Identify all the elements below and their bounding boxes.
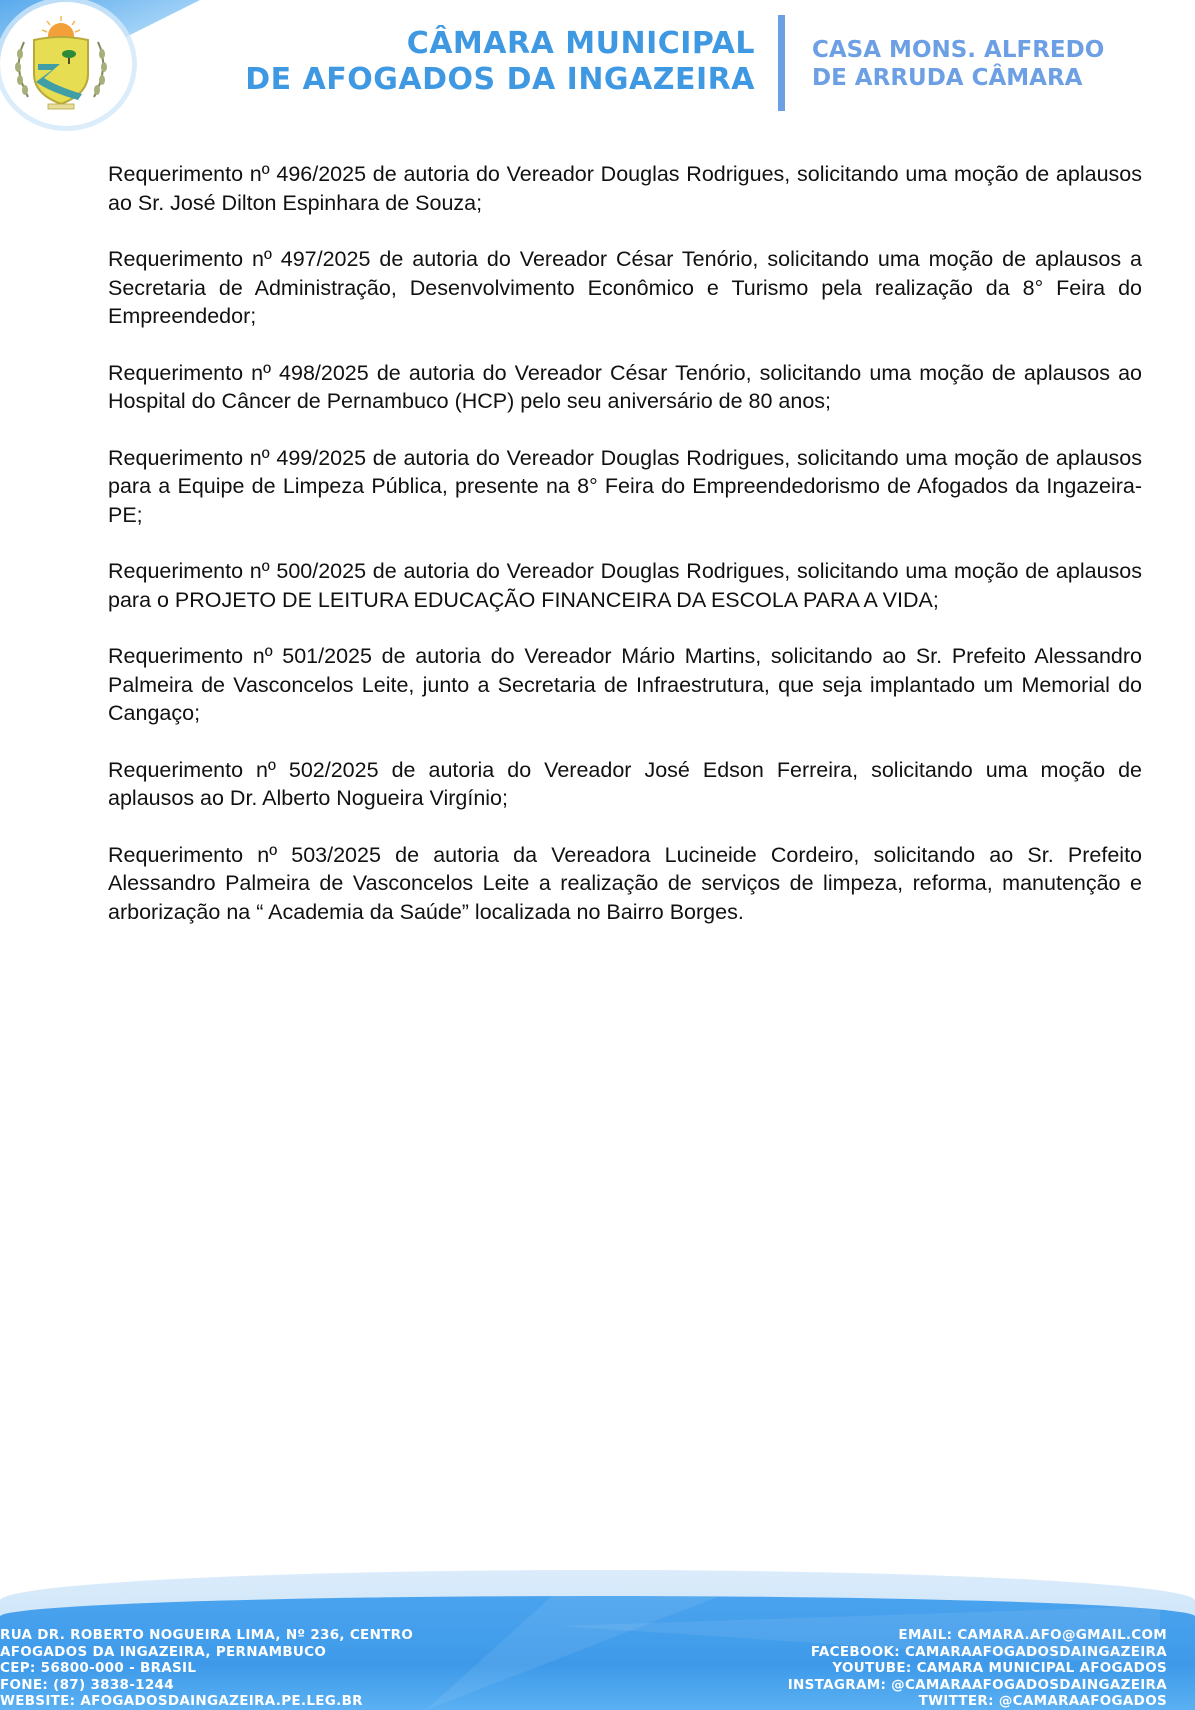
- requerimento-502: Requerimento nº 502/2025 de autoria do Vereador José Edson Ferreira, solicitando uma moção de aplausos ao Dr. Alberto Nogueira Virgínio;: [108, 757, 1142, 810]
- house-name-line2: DE ARRUDA CÂMARA: [812, 65, 1083, 91]
- footer-cep: CEP: 56800-000 - BRASIL: [0, 1660, 197, 1676]
- requerimento-498: Requerimento nº 498/2025 de autoria do Vereador César Tenório, solicitando uma moção de aplausos ao Hospital do Câncer de Pernambuco (HCP) pelo seu aniversário de 80 anos;: [108, 360, 1142, 413]
- requerimento-501: Requerimento nº 501/2025 de autoria do Vereador Mário Martins, solicitando ao Sr. Prefeito Alessandro Palmeira de Vasconcelos Leite, junto a Secretaria de Infraestrutura, que seja implantado um Memorial do Cangaço;: [108, 644, 1142, 725]
- footer-instagram: INSTAGRAM: @CAMARAAFOGADOSDAINGAZEIRA: [787, 1676, 1167, 1693]
- footer-email: EMAIL: CAMARA.AFO@GMAIL.COM: [898, 1627, 1167, 1643]
- footer-phone: FONE: (87) 3838-1244: [0, 1676, 174, 1693]
- footer-city: AFOGADOS DA INGAZEIRA, PERNAMBUCO: [0, 1643, 327, 1660]
- requerimento-500: Requerimento nº 500/2025 de autoria do Vereador Douglas Rodrigues, solicitando uma moção de aplausos para o PROJETO DE LEITURA EDUCAÇÃO FINANCEIRA DA ESCOLA PARA A VIDA;: [108, 559, 1142, 612]
- footer-twitter: TWITTER: @CAMARAAFOGADOS: [918, 1693, 1167, 1709]
- chamber-title-line1: CÂMARA MUNICIPAL: [406, 26, 755, 61]
- document-body: [108, 160, 1142, 954]
- requerimento-496: Requerimento nº 496/2025 de autoria do Vereador Douglas Rodrigues, solicitando uma moção de aplausos ao Sr. José Dilton Espinhara de Souza;: [108, 162, 1142, 215]
- logo-badge: [0, 2, 132, 126]
- requerimento-497: Requerimento nº 497/2025 de autoria do Vereador César Tenório, solicitando uma moção de aplausos a Secretaria de Administração, Desenvolvimento Econômico e Turismo pela realização da 8° Feira do Empreendedor;: [108, 247, 1142, 328]
- municipal-crest-icon: [6, 12, 116, 112]
- footer-address: [0, 1627, 413, 1710]
- footer-facebook: FACEBOOK: CAMARAAFOGADOSDAINGAZEIRA: [810, 1643, 1167, 1660]
- footer-website: WEBSITE: AFOGADOSDAINGAZEIRA.PE.LEG.BR: [0, 1693, 363, 1709]
- header-divider: [778, 15, 785, 111]
- chamber-title: [160, 26, 755, 98]
- house-name-line1: CASA MONS. ALFREDO: [812, 37, 1105, 63]
- house-name: [812, 36, 1104, 92]
- letterhead-footer: [0, 1560, 1195, 1710]
- requerimento-503: Requerimento nº 503/2025 de autoria da Vereadora Lucineide Cordeiro, solicitando ao Sr. Prefeito Alessandro Palmeira de Vasconcelos Leite a realização de serviços de limpeza, reforma, manutenção e arborização na “ Academia da Saúde” localizada no Bairro Borges.: [108, 842, 1142, 924]
- chamber-title-line2: DE AFOGADOS DA INGAZEIRA: [245, 62, 755, 97]
- footer-youtube: YOUTUBE: CAMARA MUNICIPAL AFOGADOS: [832, 1660, 1167, 1676]
- letterhead-header: [0, 0, 1195, 130]
- footer-contacts: [788, 1627, 1167, 1710]
- footer-street: RUA DR. ROBERTO NOGUEIRA LIMA, Nº 236, CENTRO: [0, 1627, 414, 1643]
- requerimento-499: Requerimento nº 499/2025 de autoria do Vereador Douglas Rodrigues, solicitando uma moção de aplausos para a Equipe de Limpeza Pública, presente na 8° Feira do Empreendedorismo de Afogados da Ingazeira-PE;: [108, 445, 1142, 527]
